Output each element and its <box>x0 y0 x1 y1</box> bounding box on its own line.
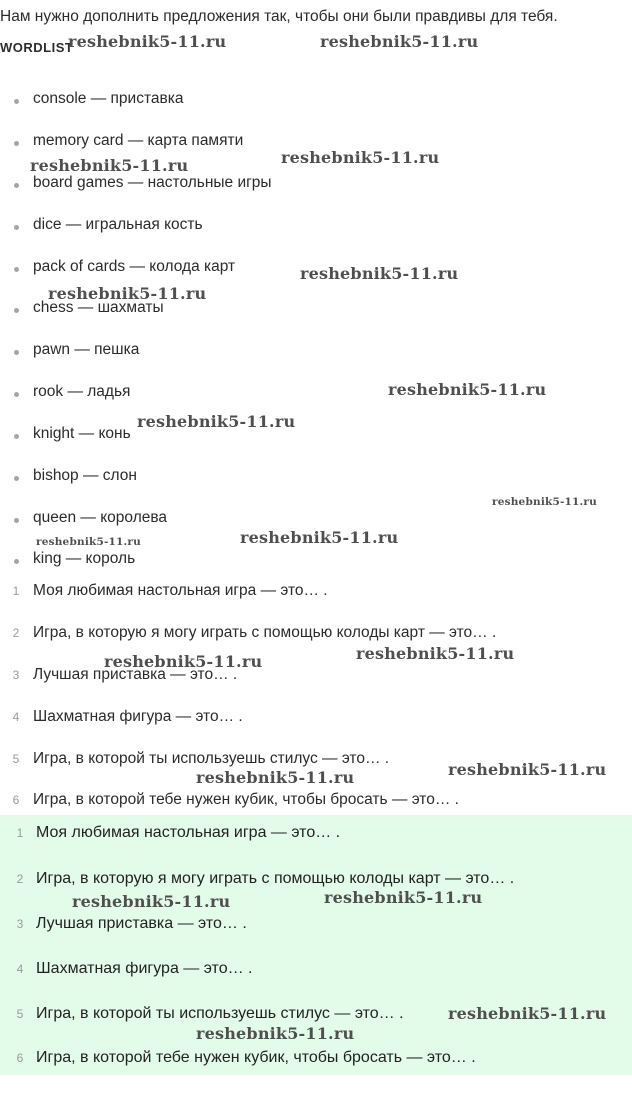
watermark: reshebnik5-11.ru <box>196 768 355 787</box>
bullet-icon <box>14 308 19 313</box>
watermark: reshebnik5-11.ru <box>72 892 231 911</box>
answer-text: Моя любимая настольная игра — это… . <box>36 824 341 841</box>
watermark: reshebnik5-11.ru <box>324 888 483 907</box>
answer-number: 2 <box>16 872 24 886</box>
bullet-icon <box>14 99 19 104</box>
bullet-icon <box>14 350 19 355</box>
answer-number: 4 <box>16 962 24 976</box>
bullet-icon <box>14 183 19 188</box>
task-text: Игра, в которой тебе нужен кубик, чтобы бросать — это… . <box>33 791 459 808</box>
answer-number: 5 <box>16 1007 24 1021</box>
watermark: reshebnik5-11.ru <box>68 32 227 51</box>
task-text: Шахматная фигура — это… . <box>33 708 243 725</box>
watermark: reshebnik5-11.ru <box>48 284 207 303</box>
watermark: reshebnik5-11.ru <box>137 412 296 431</box>
task-number: 6 <box>12 793 20 807</box>
answer-number: 1 <box>16 826 24 840</box>
bullet-icon <box>14 518 19 523</box>
task-number: 3 <box>12 668 20 682</box>
wordlist-item-text: console — приставка <box>33 90 184 107</box>
wordlist-item-text: queen — королева <box>33 509 168 526</box>
bullet-icon <box>14 559 19 564</box>
answer-text: Игра, в которую я могу играть с помощью колоды карт — это… . <box>36 870 515 887</box>
watermark: reshebnik5-11.ru <box>448 1004 607 1023</box>
wordlist-item-text: rook — ладья <box>33 383 131 400</box>
wordlist-item-text: king — король <box>33 550 136 567</box>
task-number: 4 <box>12 710 20 724</box>
wordlist-item-text: bishop — слон <box>33 467 137 484</box>
wordlist-item-text: dice — игральная кость <box>33 216 203 233</box>
watermark: reshebnik5-11.ru <box>240 528 399 547</box>
wordlist-item-text: memory card — карта памяти <box>33 132 244 149</box>
answer-text: Шахматная фигура — это… . <box>36 960 253 977</box>
watermark: reshebnik5-11.ru <box>356 644 515 663</box>
answer-text: Игра, в которой тебе нужен кубик, чтобы бросать — это… . <box>36 1049 476 1066</box>
answer-text: Лучшая приставка — это… . <box>36 915 247 932</box>
wordlist-title: WORDLIST <box>0 40 74 55</box>
task-text: Лучшая приставка — это… . <box>33 666 238 683</box>
task-number: 5 <box>12 752 20 766</box>
watermark: reshebnik5-11.ru <box>320 32 479 51</box>
bullet-icon <box>14 392 19 397</box>
watermark: reshebnik5-11.ru <box>300 264 459 283</box>
watermark: reshebnik5-11.ru <box>281 148 440 167</box>
watermark: reshebnik5-11.ru <box>196 1024 355 1043</box>
bullet-icon <box>14 476 19 481</box>
wordlist-item-text: board games — настольные игры <box>33 174 272 191</box>
wordlist-item-text: chess — шахматы <box>33 299 164 316</box>
wordlist-item-text: knight — конь <box>33 425 131 442</box>
answer-number: 3 <box>16 917 24 931</box>
task-text: Игра, в которой ты используешь стилус — это… . <box>33 750 390 767</box>
task-number: 2 <box>12 626 20 640</box>
bullet-icon <box>14 267 19 272</box>
watermark: reshebnik5-11.ru <box>104 652 263 671</box>
watermark: reshebnik5-11.ru <box>388 380 547 399</box>
wordlist-item-text: pack of cards — колода карт <box>33 258 236 275</box>
bullet-icon <box>14 225 19 230</box>
answer-text: Игра, в которой ты используешь стилус — это… . <box>36 1005 404 1022</box>
watermark: reshebnik5-11.ru <box>492 496 597 508</box>
intro-text: Нам нужно дополнить предложения так, чтобы они были правдивы для тебя. <box>0 8 558 25</box>
task-text: Моя любимая настольная игра — это… . <box>33 582 328 599</box>
watermark: reshebnik5-11.ru <box>448 760 607 779</box>
watermark: reshebnik5-11.ru <box>36 536 141 548</box>
watermark: reshebnik5-11.ru <box>30 156 189 175</box>
bullet-icon <box>14 141 19 146</box>
answer-number: 6 <box>16 1051 24 1065</box>
wordlist-item-text: pawn — пешка <box>33 341 140 358</box>
bullet-icon <box>14 434 19 439</box>
task-text: Игра, в которую я могу играть с помощью колоды карт — это… . <box>33 624 497 641</box>
task-number: 1 <box>12 584 20 598</box>
